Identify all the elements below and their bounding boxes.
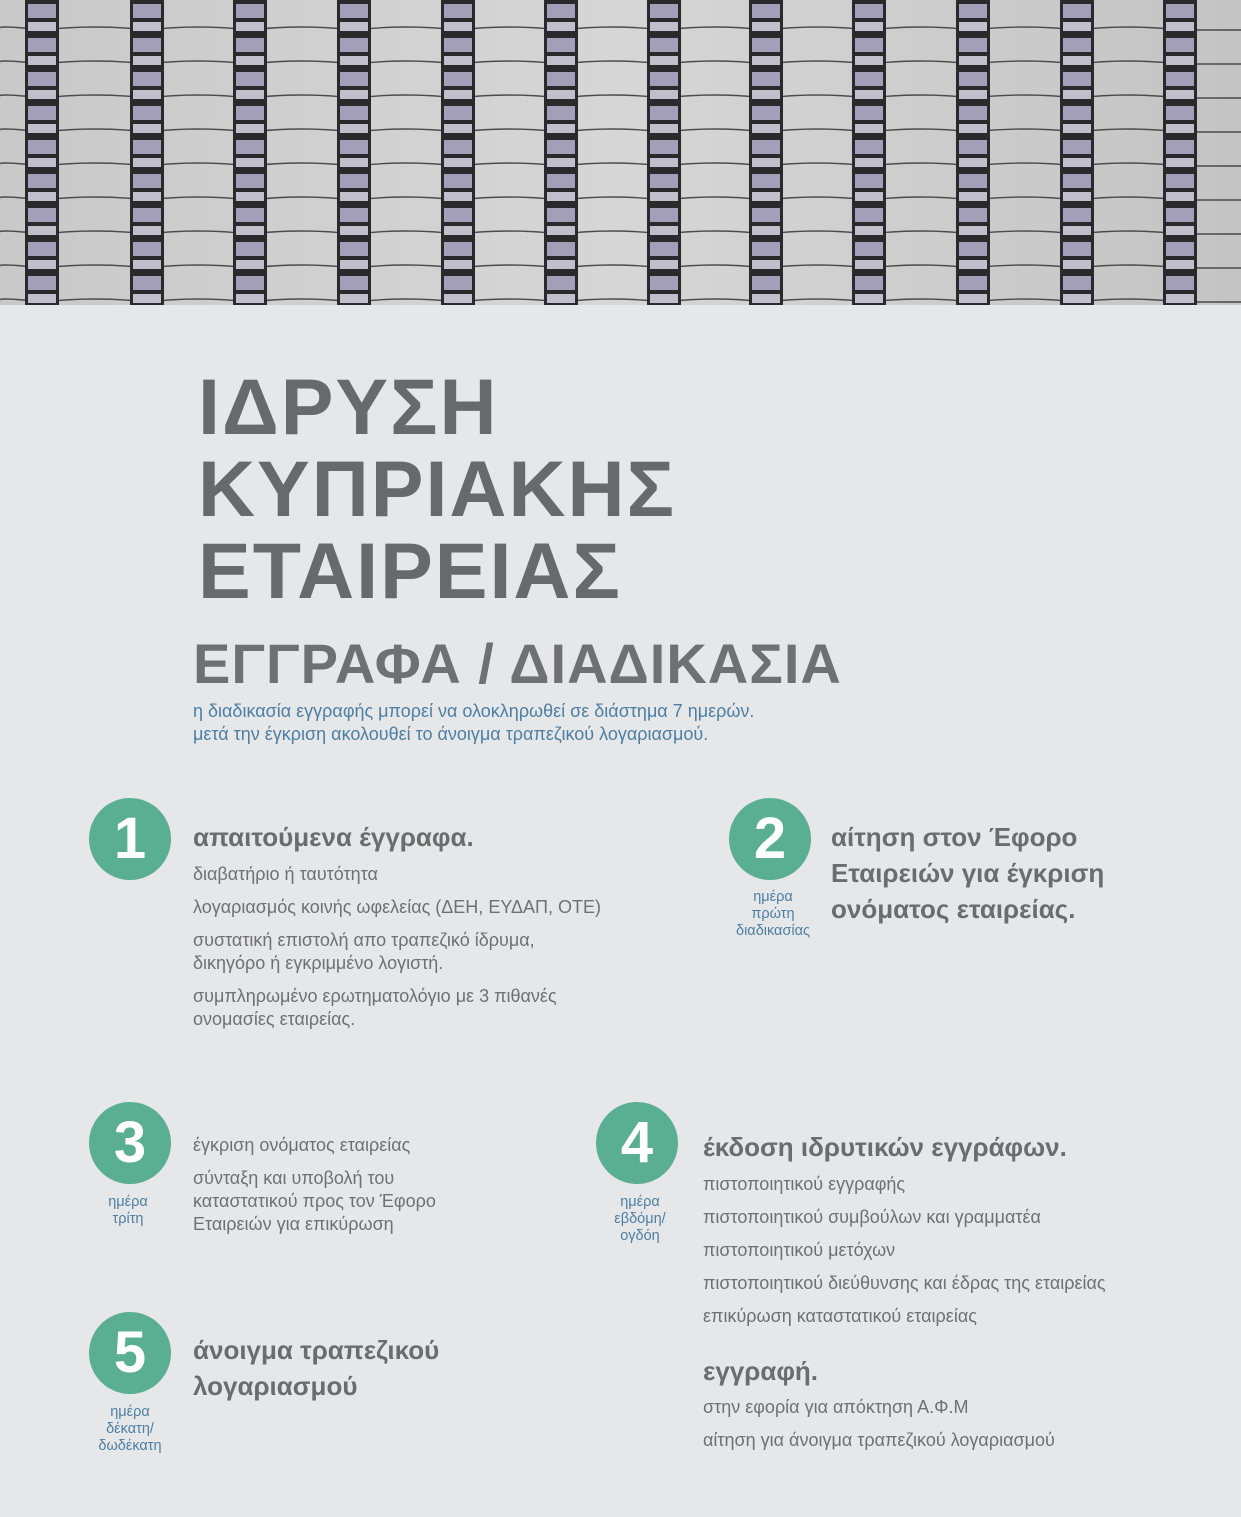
- facade-window-pane: [650, 208, 678, 222]
- step-3-list: [193, 1134, 436, 1246]
- facade-window-pane: [444, 4, 472, 18]
- day-label-line: τρίτη: [112, 1211, 144, 1227]
- list-item-line: καταστατικού προς τον Έφορο: [193, 1191, 436, 1211]
- facade-window-pane: [236, 294, 264, 303]
- list-item: [703, 1206, 1106, 1229]
- facade-window-pane: [28, 106, 56, 120]
- day-label-line: διαδικασίας: [736, 923, 810, 939]
- facade-window-pane: [855, 294, 883, 303]
- facade-window-pane: [855, 226, 883, 235]
- facade-window-pane: [1166, 242, 1194, 256]
- facade-window-pane: [547, 226, 575, 235]
- facade-window-pane: [650, 56, 678, 65]
- facade-window-pane: [133, 294, 161, 303]
- step-4-number-badge: 4: [596, 1102, 678, 1184]
- facade-window-pane: [1166, 276, 1194, 290]
- page-subtitle: ΕΓΓΡΑΦΑ / ΔΙΑΔΙΚΑΣΙΑ: [193, 632, 842, 695]
- facade-window-pane: [959, 226, 987, 235]
- facade-window-pane: [444, 106, 472, 120]
- facade-window-pane: [236, 226, 264, 235]
- facade-window-pane: [752, 294, 780, 303]
- facade-window-pane: [959, 192, 987, 201]
- facade-window-pane: [650, 158, 678, 167]
- facade-window-pane: [959, 208, 987, 222]
- facade-window-pane: [340, 106, 368, 120]
- facade-window-pane: [855, 38, 883, 52]
- facade-window-pane: [133, 4, 161, 18]
- facade-window-pane: [28, 294, 56, 303]
- facade-window-pane: [1063, 4, 1091, 18]
- facade-window-pane: [340, 4, 368, 18]
- facade-window-pane: [28, 4, 56, 18]
- facade-window-pane: [547, 174, 575, 188]
- facade-window-pane: [28, 158, 56, 167]
- facade-window-pane: [1063, 276, 1091, 290]
- facade-window-pane: [133, 38, 161, 52]
- facade-window-pane: [650, 4, 678, 18]
- list-item-line: πιστοποιητικού συμβούλων και γραμματέα: [703, 1207, 1041, 1227]
- day-label-line: ημέρα: [110, 1404, 150, 1420]
- facade-window-pane: [547, 294, 575, 303]
- facade-window-pane: [444, 226, 472, 235]
- facade-window-pane: [133, 22, 161, 31]
- facade-window-pane: [444, 260, 472, 269]
- facade-window-pane: [340, 226, 368, 235]
- facade-window-pane: [650, 124, 678, 133]
- facade-window-pane: [650, 276, 678, 290]
- facade-window-pane: [1063, 208, 1091, 222]
- facade-window-pane: [340, 56, 368, 65]
- list-item-line: συστατική επιστολή απο τραπεζικό ίδρυμα,: [193, 930, 535, 950]
- facade-window-pane: [444, 38, 472, 52]
- list-item-line: ονομασίες εταιρείας.: [193, 1009, 356, 1029]
- facade-window-pane: [1166, 192, 1194, 201]
- day-label-line: δωδέκατη: [98, 1438, 162, 1454]
- facade-window-pane: [752, 276, 780, 290]
- facade-window-pane: [547, 158, 575, 167]
- facade-window-pane: [959, 174, 987, 188]
- facade-window-pane: [340, 158, 368, 167]
- facade-window-pane: [1063, 90, 1091, 99]
- title-line: ΚΥΠΡΙΑΚΗΣ: [198, 444, 676, 533]
- step-5-heading: [193, 1332, 439, 1404]
- facade-window-pane: [547, 38, 575, 52]
- facade-window-pane: [752, 56, 780, 65]
- facade-window-pane: [547, 72, 575, 86]
- facade-window-pane: [752, 242, 780, 256]
- facade-window-pane: [855, 22, 883, 31]
- facade-window-pane: [28, 174, 56, 188]
- facade-window-pane: [444, 174, 472, 188]
- facade-window-pane: [444, 22, 472, 31]
- facade-window-pane: [133, 276, 161, 290]
- facade-window-pane: [340, 276, 368, 290]
- facade-window-pane: [855, 106, 883, 120]
- list-item: [703, 1239, 1106, 1262]
- facade-window-pane: [28, 226, 56, 235]
- facade-window-pane: [1063, 124, 1091, 133]
- facade-window-pane: [133, 106, 161, 120]
- facade-window-pane: [855, 208, 883, 222]
- facade-window-pane: [236, 242, 264, 256]
- facade-window-pane: [959, 72, 987, 86]
- facade-window-pane: [959, 106, 987, 120]
- page-title: [198, 362, 676, 615]
- facade-window-pane: [959, 90, 987, 99]
- facade-window-pane: [650, 226, 678, 235]
- facade-window-pane: [959, 140, 987, 154]
- facade-window-pane: [1166, 226, 1194, 235]
- facade-window-pane: [133, 208, 161, 222]
- facade-window-pane: [1063, 72, 1091, 86]
- facade-window-pane: [133, 260, 161, 269]
- step-1-document-list: [193, 863, 601, 1041]
- facade-window-pane: [28, 38, 56, 52]
- facade-window-pane: [444, 242, 472, 256]
- facade-window-pane: [444, 56, 472, 65]
- facade-window-pane: [1063, 140, 1091, 154]
- facade-window-pane: [236, 140, 264, 154]
- facade-window-pane: [236, 260, 264, 269]
- list-item: [703, 1305, 1106, 1328]
- facade-window-pane: [1063, 38, 1091, 52]
- facade-window-pane: [1166, 208, 1194, 222]
- facade-window-pane: [650, 90, 678, 99]
- facade-window-pane: [752, 22, 780, 31]
- list-item-line: πιστοποιητικού μετόχων: [703, 1240, 896, 1260]
- facade-window-pane: [340, 192, 368, 201]
- facade-window-pane: [752, 124, 780, 133]
- facade-window-pane: [28, 124, 56, 133]
- facade-window-pane: [650, 140, 678, 154]
- facade-window-pane: [1063, 242, 1091, 256]
- facade-window-pane: [650, 192, 678, 201]
- facade-window-pane: [1063, 260, 1091, 269]
- list-item: [193, 1167, 436, 1236]
- list-item-line: στην εφορία για απόκτηση Α.Φ.Μ: [703, 1397, 969, 1417]
- facade-window-pane: [133, 90, 161, 99]
- facade-window-pane: [547, 192, 575, 201]
- facade-window-pane: [133, 158, 161, 167]
- step-4-document-list: [703, 1173, 1106, 1338]
- facade-window-pane: [340, 260, 368, 269]
- facade-window-pane: [236, 174, 264, 188]
- facade-window-pane: [236, 38, 264, 52]
- step-2-day-label: [723, 889, 823, 940]
- facade-window-pane: [236, 158, 264, 167]
- facade-window-pane: [340, 294, 368, 303]
- facade-window-pane: [650, 22, 678, 31]
- facade-window-pane: [236, 208, 264, 222]
- facade-window-pane: [133, 226, 161, 235]
- facade-window-pane: [444, 140, 472, 154]
- day-label-line: ημέρα: [620, 1194, 660, 1210]
- facade-window-pane: [752, 38, 780, 52]
- list-item-line: πιστοποιητικού διεύθυνσης και έδρας της εταιρείας: [703, 1273, 1106, 1293]
- facade-window-pane: [340, 242, 368, 256]
- facade-window-pane: [444, 90, 472, 99]
- facade-window-pane: [752, 90, 780, 99]
- facade-window-pane: [752, 106, 780, 120]
- facade-window-pane: [547, 124, 575, 133]
- facade-window-pane: [133, 56, 161, 65]
- facade-window-pane: [959, 158, 987, 167]
- facade-window-pane: [28, 192, 56, 201]
- facade-window-pane: [1166, 56, 1194, 65]
- facade-window-pane: [340, 124, 368, 133]
- intro-line: η διαδικασία εγγραφής μπορεί να ολοκληρωθεί σε διάστημα 7 ημερών.: [193, 701, 755, 721]
- facade-window-pane: [752, 174, 780, 188]
- list-item: [193, 929, 601, 975]
- intro-text: [193, 700, 754, 746]
- list-item: [703, 1173, 1106, 1196]
- facade-window-pane: [855, 276, 883, 290]
- facade-window-pane: [547, 140, 575, 154]
- facade-window-pane: [1063, 106, 1091, 120]
- facade-window-pane: [855, 140, 883, 154]
- facade-window-pane: [340, 140, 368, 154]
- facade-window-pane: [340, 72, 368, 86]
- facade-window-pane: [752, 192, 780, 201]
- facade-window-pane: [236, 56, 264, 65]
- facade-window-pane: [133, 124, 161, 133]
- facade-window-pane: [855, 260, 883, 269]
- facade-window-pane: [236, 72, 264, 86]
- facade-window-pane: [444, 294, 472, 303]
- step-5-day-label: [80, 1404, 180, 1455]
- facade-window-pane: [236, 124, 264, 133]
- list-item-line: έγκριση ονόματος εταιρείας: [193, 1135, 411, 1155]
- facade-window-pane: [959, 276, 987, 290]
- list-item-line: σύνταξη και υποβολή του: [193, 1168, 395, 1188]
- list-item: [193, 896, 601, 919]
- step-1-number-badge: 1: [89, 798, 171, 880]
- facade-window-pane: [650, 38, 678, 52]
- facade-window-pane: [1063, 174, 1091, 188]
- facade-window-pane: [28, 90, 56, 99]
- facade-window-pane: [855, 4, 883, 18]
- facade-window-pane: [752, 4, 780, 18]
- step-1-heading: απαιτούμενα έγγραφα.: [193, 822, 474, 852]
- list-item: [193, 985, 601, 1031]
- title-line: ΙΔΡΥΣΗ: [198, 362, 499, 451]
- facade-window-pane: [28, 208, 56, 222]
- list-item-line: πιστοποιητικού εγγραφής: [703, 1174, 906, 1194]
- facade-window-pane: [444, 208, 472, 222]
- facade-window-pane: [444, 192, 472, 201]
- step-3-day-label: [78, 1194, 178, 1228]
- facade-window-pane: [236, 106, 264, 120]
- facade-window-pane: [133, 140, 161, 154]
- facade-window-pane: [650, 260, 678, 269]
- facade-window-pane: [752, 158, 780, 167]
- facade-window-pane: [340, 174, 368, 188]
- intro-line: μετά την έγκριση ακολουθεί το άνοιγμα τραπεζικού λογαριασμού.: [193, 724, 709, 744]
- facade-window-pane: [340, 90, 368, 99]
- list-item-line: δικηγόρο ή εγκριμμένο λογιστή.: [193, 953, 444, 973]
- facade-window-pane: [959, 38, 987, 52]
- heading-line: αίτηση στον Έφορο: [831, 822, 1078, 852]
- heading-line: ονόματος εταιρείας.: [831, 894, 1076, 924]
- facade-window-pane: [959, 260, 987, 269]
- list-item-line: διαβατήριο ή ταυτότητα: [193, 864, 378, 884]
- facade-window-pane: [547, 242, 575, 256]
- facade-window-pane: [28, 72, 56, 86]
- facade-window-pane: [959, 242, 987, 256]
- step-5-number-badge: 5: [89, 1312, 171, 1394]
- heading-line: λογαριασμού: [193, 1371, 358, 1401]
- facade-window-pane: [547, 4, 575, 18]
- facade-window-pane: [133, 192, 161, 201]
- facade-window-pane: [1166, 22, 1194, 31]
- list-item-line: συμπληρωμένο ερωτηματολόγιο με 3 πιθανές: [193, 986, 557, 1006]
- list-item: [703, 1429, 1055, 1452]
- list-item-line: λογαριασμός κοινής ωφελείας (ΔΕΗ, ΕΥΔΑΠ, ΟΤΕ): [193, 897, 602, 917]
- facade-window-pane: [752, 140, 780, 154]
- facade-window-pane: [855, 90, 883, 99]
- facade-window-pane: [547, 260, 575, 269]
- registration-heading: εγγραφή.: [703, 1356, 819, 1386]
- step-4-heading: έκδοση ιδρυτικών εγγράφων.: [703, 1132, 1067, 1162]
- facade-window-pane: [444, 276, 472, 290]
- facade-window-pane: [1166, 38, 1194, 52]
- facade-window-pane: [1063, 56, 1091, 65]
- facade-window-pane: [752, 260, 780, 269]
- facade-window-pane: [236, 4, 264, 18]
- list-item: [703, 1272, 1106, 1295]
- day-label-line: ογδόη: [620, 1228, 660, 1244]
- facade-window-pane: [752, 226, 780, 235]
- facade-window-pane: [28, 260, 56, 269]
- facade-window-pane: [444, 72, 472, 86]
- day-label-line: ημέρα: [108, 1194, 148, 1210]
- facade-window-pane: [28, 276, 56, 290]
- facade-window-pane: [1166, 260, 1194, 269]
- facade-window-pane: [1166, 174, 1194, 188]
- facade-window-pane: [855, 192, 883, 201]
- facade-window-pane: [547, 208, 575, 222]
- facade-window-pane: [855, 124, 883, 133]
- facade-window-pane: [959, 124, 987, 133]
- facade-window-pane: [855, 174, 883, 188]
- day-label-line: εβδόμη/: [614, 1211, 666, 1227]
- facade-window-pane: [650, 242, 678, 256]
- facade-window-pane: [28, 242, 56, 256]
- facade-window-pane: [340, 208, 368, 222]
- facade-window-pane: [1166, 294, 1194, 303]
- facade-window-pane: [1063, 22, 1091, 31]
- facade-window-pane: [1166, 158, 1194, 167]
- facade-window-pane: [752, 72, 780, 86]
- facade-window-pane: [1166, 124, 1194, 133]
- facade-window-pane: [855, 242, 883, 256]
- facade-window-pane: [444, 158, 472, 167]
- facade-window-pane: [133, 72, 161, 86]
- facade-window-pane: [855, 158, 883, 167]
- facade-window-pane: [1166, 4, 1194, 18]
- facade-window-pane: [959, 4, 987, 18]
- facade-window-pane: [855, 72, 883, 86]
- title-line: ΕΤΑΙΡΕΙΑΣ: [198, 526, 622, 615]
- facade-window-pane: [959, 294, 987, 303]
- day-label-line: πρώτη: [751, 906, 795, 922]
- facade-window-pane: [1166, 72, 1194, 86]
- facade-window-pane: [133, 242, 161, 256]
- step-2-heading: [831, 819, 1104, 927]
- step-2-number-badge: 2: [729, 798, 811, 880]
- facade-window-pane: [547, 22, 575, 31]
- facade-window-pane: [650, 72, 678, 86]
- facade-window-pane: [959, 56, 987, 65]
- day-label-line: ημέρα: [753, 889, 793, 905]
- facade-window-pane: [236, 22, 264, 31]
- list-item-line: επικύρωση καταστατικού εταιρείας: [703, 1306, 977, 1326]
- facade-window-pane: [547, 106, 575, 120]
- facade-window-pane: [547, 56, 575, 65]
- facade-window-pane: [1166, 106, 1194, 120]
- facade-window-pane: [28, 56, 56, 65]
- facade-window-pane: [650, 106, 678, 120]
- hero-building-image: [0, 0, 1241, 305]
- heading-line: άνοιγμα τραπεζικού: [193, 1335, 440, 1365]
- list-item: [193, 863, 601, 886]
- step-3-number-badge: 3: [89, 1102, 171, 1184]
- facade-window-pane: [444, 124, 472, 133]
- facade-window-pane: [28, 22, 56, 31]
- facade-window-pane: [1166, 90, 1194, 99]
- facade-window-pane: [1063, 158, 1091, 167]
- facade-window-pane: [547, 276, 575, 290]
- registration-list: [703, 1396, 1055, 1462]
- facade-window-pane: [236, 276, 264, 290]
- step-4-day-label: [590, 1194, 690, 1245]
- facade-window-pane: [752, 208, 780, 222]
- facade-window-pane: [340, 22, 368, 31]
- list-item: [193, 1134, 436, 1157]
- facade-window-pane: [855, 56, 883, 65]
- facade-window-pane: [547, 90, 575, 99]
- facade-window-pane: [1063, 294, 1091, 303]
- facade-window-pane: [959, 22, 987, 31]
- heading-line: Εταιρειών για έγκριση: [831, 858, 1105, 888]
- facade-window-pane: [650, 294, 678, 303]
- facade-window-pane: [1063, 192, 1091, 201]
- facade-window-pane: [28, 140, 56, 154]
- facade-window-pane: [236, 192, 264, 201]
- day-label-line: δέκατη/: [106, 1421, 154, 1437]
- facade-window-pane: [650, 174, 678, 188]
- facade-window-pane: [133, 174, 161, 188]
- list-item: [703, 1396, 1055, 1419]
- facade-window-pane: [1166, 140, 1194, 154]
- list-item-line: αίτηση για άνοιγμα τραπεζικού λογαριασμού: [703, 1430, 1055, 1450]
- facade-window-pane: [236, 90, 264, 99]
- facade-window-pane: [1063, 226, 1091, 235]
- list-item-line: Εταιρειών για επικύρωση: [193, 1214, 394, 1234]
- facade-window-pane: [340, 38, 368, 52]
